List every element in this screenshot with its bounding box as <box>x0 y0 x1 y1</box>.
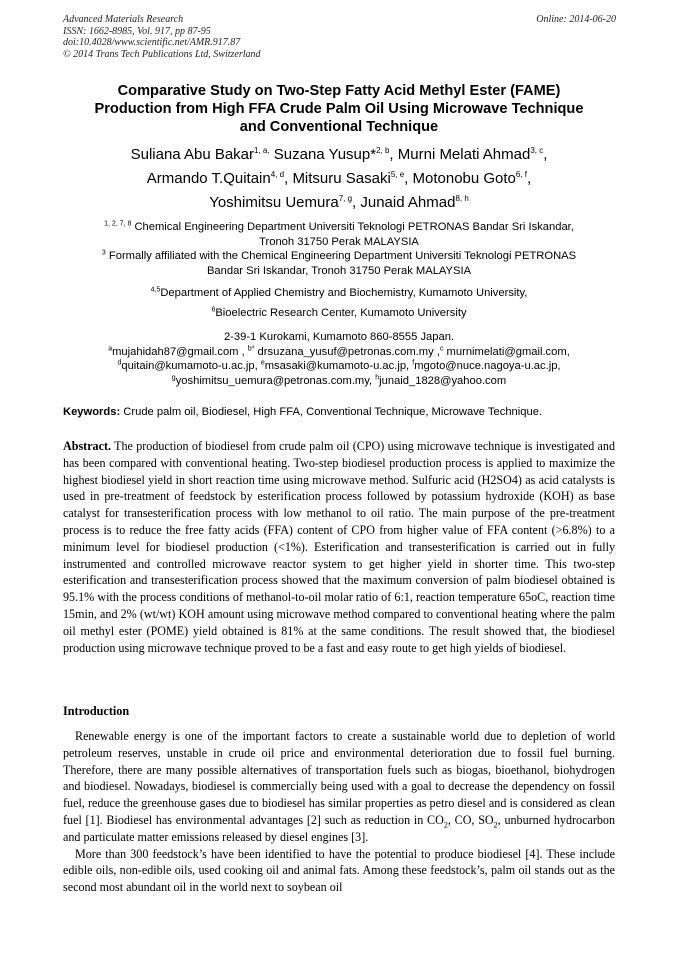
journal-header <box>63 14 261 60</box>
email-link[interactable]: msasaki@kumamoto-u.ac.jp, <box>264 360 410 372</box>
keywords-text: Crude palm oil, Biodiesel, High FFA, Conventional Technique, Microwave Technique. <box>120 406 543 418</box>
journal-name: Advanced Materials Research <box>63 14 184 25</box>
keywords-label: Keywords: <box>63 406 121 418</box>
email-link[interactable]: mgoto@nuce.nagoya-u.ac.jp, <box>414 360 561 372</box>
author-name: Suliana Abu Bakar <box>130 146 255 163</box>
author-line-3: Yoshimitsu Uemura$^{7, g}$, Junaid Ahmad$^{8, h}$ <box>209 194 469 211</box>
author-line-2: Armando T.Quitain$^{4, d}$, Mitsuru Sasaki$^{5, e}$, Motonobu Goto$^{6, f}$, <box>146 170 532 187</box>
affiliation-line: $^{1, 2, 7, 8}$ Chemical Engineering Department Universiti Teknologi PETRONAS Bandar Sri Iskandar, <box>104 220 574 233</box>
address-line: 2-39-1 Kurokami, Kumamoto 860-8555 Japan. <box>223 331 455 343</box>
affiliation-line: Bandar Sri Iskandar, Tronoh 31750 Perak MALAYSIA <box>206 264 472 277</box>
online-date: Online: 2014-06-20 <box>536 14 616 25</box>
author-line-1: Suliana Abu Bakar$^{1, a,}$ Suzana Yusup*$^{2, b}$, Murni Melati Ahmad$^{3, c}$, <box>130 146 548 163</box>
author-sup: 6, f <box>515 170 528 179</box>
affiliations-block-3 <box>40 306 638 321</box>
address-and-emails <box>40 330 638 388</box>
author-sup: 8, h <box>455 194 469 203</box>
copyright-line: © 2014 Trans Tech Publications Ltd, Switzerland <box>63 48 261 60</box>
author-name: Mitsuru Sasaki <box>292 170 391 187</box>
author-sup: 4, d <box>270 170 285 179</box>
keywords <box>63 406 623 418</box>
title-line-1: Comparative Study on Two-Step Fatty Acid Methyl Ester (FAME) <box>117 83 561 99</box>
email-link[interactable]: yoshimitsu_uemura@petronas.com.my, <box>175 374 373 387</box>
affiliation-sup: 6 <box>211 306 216 314</box>
abstract-text: The production of biodiesel from crude palm oil (CPO) using microwave technique is investigated and has been compared with conventional heating. Two-step biodiesel production process is applied to maximize the highest biodiesel yield in short reaction time using microwave method. Sulfuric acid (H2SO4) as acid catalysts is used in pre-treatment of feedstock by esterification process followed by potassium hydroxide (KOH) as base catalyst for transesterification process with low methanol to oil ratio. The main purpose of the pre-treatment process is to reduce the free fatty acids (FFA) content of CPO from higher value of FFA content (>6.8%) to a minimum level for biodiesel production (<1%). Esterification and transesterification is carried out in fully instrumented and controlled microwave reactor system to get higher yield in shorter time. This two-step esterification and transesterification process showed that the maximum conversion of palm biodiesel obtained is 95.1% with the process conditions of methanol-to-oil molar ratio of 6:1, reaction temperature 65oC, reaction time 15min, and 2% (wt/wt) KOH amount using microwave method compared to conventional heating where the palm oil methyl ester (POME) yield obtained is 81% at the same conditions. The result showed that, the biodiesel production using microwave technique proved to be a fast and easy route to get high yields of biodiesel. <box>63 439 615 655</box>
email-line-2: $^d$quitain@kumamoto-u.ac.jp, $^e$msasaki@kumamoto-u.ac.jp, $^f$mgoto@nuce.nagoya-u.ac.jp, <box>117 359 561 372</box>
author-name: Junaid Ahmad <box>360 194 456 211</box>
section-heading-introduction: Introduction <box>63 704 130 718</box>
affiliations-block-1 <box>40 220 638 278</box>
title-line-2: Production from High FFA Crude Palm Oil Using Microwave Technique <box>94 101 584 117</box>
paragraph: Renewable energy is one of the important factors to create a sustainable world due to depletion of world petroleum reserves, unstable in crude oil price and environmental deterioration due to fossil fuel burning. Therefore, there are many possible alternatives of transportation fuels such as biogas, bioethanol, biohydrogen and biodiesel. Nowadays, biodiesel is commercially being used with a goal to decrease the dependency on fossil fuel, reduce the greenhouse gases due to biodiesel has similar properties as petro diesel and is considered as clean fuel [1]. Biodiesel has environmental advantages [2] such as reduction in $CO_2$, CO, $SO_2$, unburned hydrocarbon and particulate matter emissions released by diesel engines [3]. <box>63 729 615 844</box>
abstract <box>63 438 615 656</box>
author-sup: 5, e <box>390 170 405 179</box>
affiliation-line: Tronoh 31750 Perak MALAYSIA <box>259 235 419 248</box>
doi-line: doi:10.4028/www.scientific.net/AMR.917.87 <box>63 37 241 48</box>
author-name: Armando T.Quitain <box>146 170 271 187</box>
paper-title <box>40 82 638 136</box>
abstract-label: Abstract. <box>63 439 112 453</box>
affiliation-line: $^3$ Formally affiliated with the Chemical Engineering Department Universiti Teknologi PETRONAS <box>101 249 577 262</box>
email-line-3: $^g$yoshimitsu_uemura@petronas.com.my, $^h$junaid_1828@yahoo.com <box>171 373 507 387</box>
affiliation-sup: 1, 2, 7, 8 <box>104 220 132 228</box>
affiliations-block-2 <box>40 286 638 301</box>
author-name: Suzana Yusup* <box>273 146 377 163</box>
affiliation-sup: 4,5 <box>150 286 161 294</box>
author-sup: 1, a, <box>254 146 270 155</box>
author-sup: 7, g <box>338 194 353 203</box>
email-link[interactable]: drsuzana_yusuf@petronas.com.my <box>254 345 434 358</box>
email-line-1: $^a$mujahidah87@gmail.com , $^{b*}$ drsuzana_yusuf@petronas.com.my ,$^c$ murnimelati@gmail.com, <box>108 344 570 358</box>
affiliation-sup: 3 <box>101 249 106 257</box>
email-link[interactable]: junaid_1828@yahoo.com <box>379 374 507 387</box>
email-link[interactable]: quitain@kumamoto-u.ac.jp, <box>121 360 258 372</box>
author-name: Murni Melati Ahmad <box>397 146 531 163</box>
paragraph: More than 300 feedstock’s have been identified to have the potential to produce biodiesel [4]. These include edible oils, non-edible oils, used cooking oil and animal fats. Among these feedstock’s, palm oil stands out as the second most abundant oil in the world next to soybean oil <box>63 846 615 895</box>
author-name: Motonobu Goto <box>412 170 516 187</box>
author-list <box>40 143 638 215</box>
affiliation-line: $^6$Bioelectric Research Center, Kumamoto University <box>211 306 467 319</box>
title-line-3: and Conventional Technique <box>239 119 439 135</box>
affiliation-line: $^{4,5}$Department of Applied Chemistry and Biochemistry, Kumamoto University, <box>150 286 528 299</box>
issn-line: ISSN: 1662-8985, Vol. 917, pp 87-95 <box>63 25 211 37</box>
introduction-body <box>63 728 615 896</box>
email-link[interactable]: mujahidah87@gmail.com <box>112 345 239 358</box>
author-name: Yoshimitsu Uemura <box>209 194 339 211</box>
author-sup: 2, b <box>376 146 390 155</box>
email-link[interactable]: murnimelati@gmail.com, <box>443 345 570 358</box>
author-sup: 3, c <box>530 146 544 155</box>
